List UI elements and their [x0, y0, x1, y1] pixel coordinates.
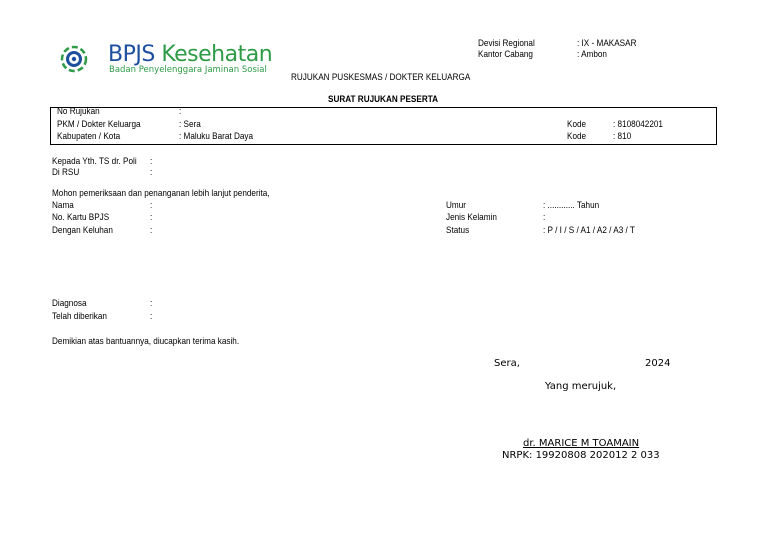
di-rsu-value: :: [150, 167, 153, 178]
umur-label: Umur: [446, 200, 466, 211]
di-rsu-label: Di RSU: [52, 167, 80, 178]
yang-merujuk-text: Yang merujuk,: [545, 381, 617, 392]
devisi-label: Devisi Regional: [478, 38, 535, 49]
jenis-kelamin-label: Jenis Kelamin: [446, 212, 497, 223]
place-text: Sera,: [494, 358, 520, 369]
brand-accent: Kesehatan: [161, 42, 273, 67]
keluhan-label: Dengan Keluhan: [52, 225, 113, 236]
pkm-value: : Sera: [179, 119, 201, 130]
brand-main: BPJS: [108, 42, 155, 67]
pkm-label: PKM / Dokter Keluarga: [57, 119, 141, 130]
no-rujukan-label: No Rujukan: [57, 106, 100, 117]
kepada-label: Kepada Yth. TS dr. Poli: [52, 156, 137, 167]
kabupaten-label: Kabupaten / Kota: [57, 131, 121, 142]
kepada-value: :: [150, 156, 153, 167]
nama-label: Nama: [52, 200, 74, 211]
keluhan-value: :: [150, 225, 153, 236]
telah-diberikan-value: :: [150, 311, 153, 322]
nrpk-text: NRPK: 19920808 202012 2 033: [502, 450, 660, 461]
bpjs-logo-icon: [55, 44, 93, 74]
year-text: 2024: [645, 358, 671, 369]
nama-value: :: [150, 200, 153, 211]
no-rujukan-value: :: [179, 106, 182, 117]
doctor-name: dr. MARICE M TOAMAIN: [523, 438, 640, 449]
closing-text: Demikian atas bantuannya, diucapkan terima kasih.: [52, 336, 240, 347]
bpjs-logo: [55, 44, 93, 79]
brand-subtitle: Badan Penyelenggara Jaminan Sosial: [109, 65, 267, 75]
kantor-label: Kantor Cabang: [478, 49, 533, 60]
document-subtitle: SURAT RUJUKAN PESERTA: [328, 94, 439, 105]
telah-diberikan-label: Telah diberikan: [52, 311, 107, 322]
kabupaten-value: : Maluku Barat Daya: [179, 131, 254, 142]
intro-text: Mohon pemeriksaan dan penanganan lebih lanjut penderita,: [52, 188, 270, 199]
kode-kabupaten-label: Kode: [567, 131, 587, 142]
kartu-bpjs-label: No. Kartu BPJS: [52, 212, 110, 223]
kode-kabupaten-value: : 810: [613, 131, 632, 142]
document-title: RUJUKAN PUSKESMAS / DOKTER KELUARGA: [291, 72, 471, 83]
brand-name: [108, 43, 272, 67]
kode-puskesmas-value: : 8108042201: [613, 119, 663, 130]
kartu-bpjs-value: :: [150, 212, 153, 223]
umur-value: : ............ Tahun: [543, 200, 600, 211]
diagnosa-value: :: [150, 298, 153, 309]
status-label: Status: [446, 225, 470, 236]
status-value: : P / I / S / A1 / A2 / A3 / T: [543, 225, 635, 236]
diagnosa-label: Diagnosa: [52, 298, 87, 309]
jenis-kelamin-value: :: [543, 212, 546, 223]
kantor-value: : Ambon: [577, 49, 607, 60]
kode-puskesmas-label: Kode: [567, 119, 587, 130]
devisi-value: : IX - MAKASAR: [577, 38, 637, 49]
